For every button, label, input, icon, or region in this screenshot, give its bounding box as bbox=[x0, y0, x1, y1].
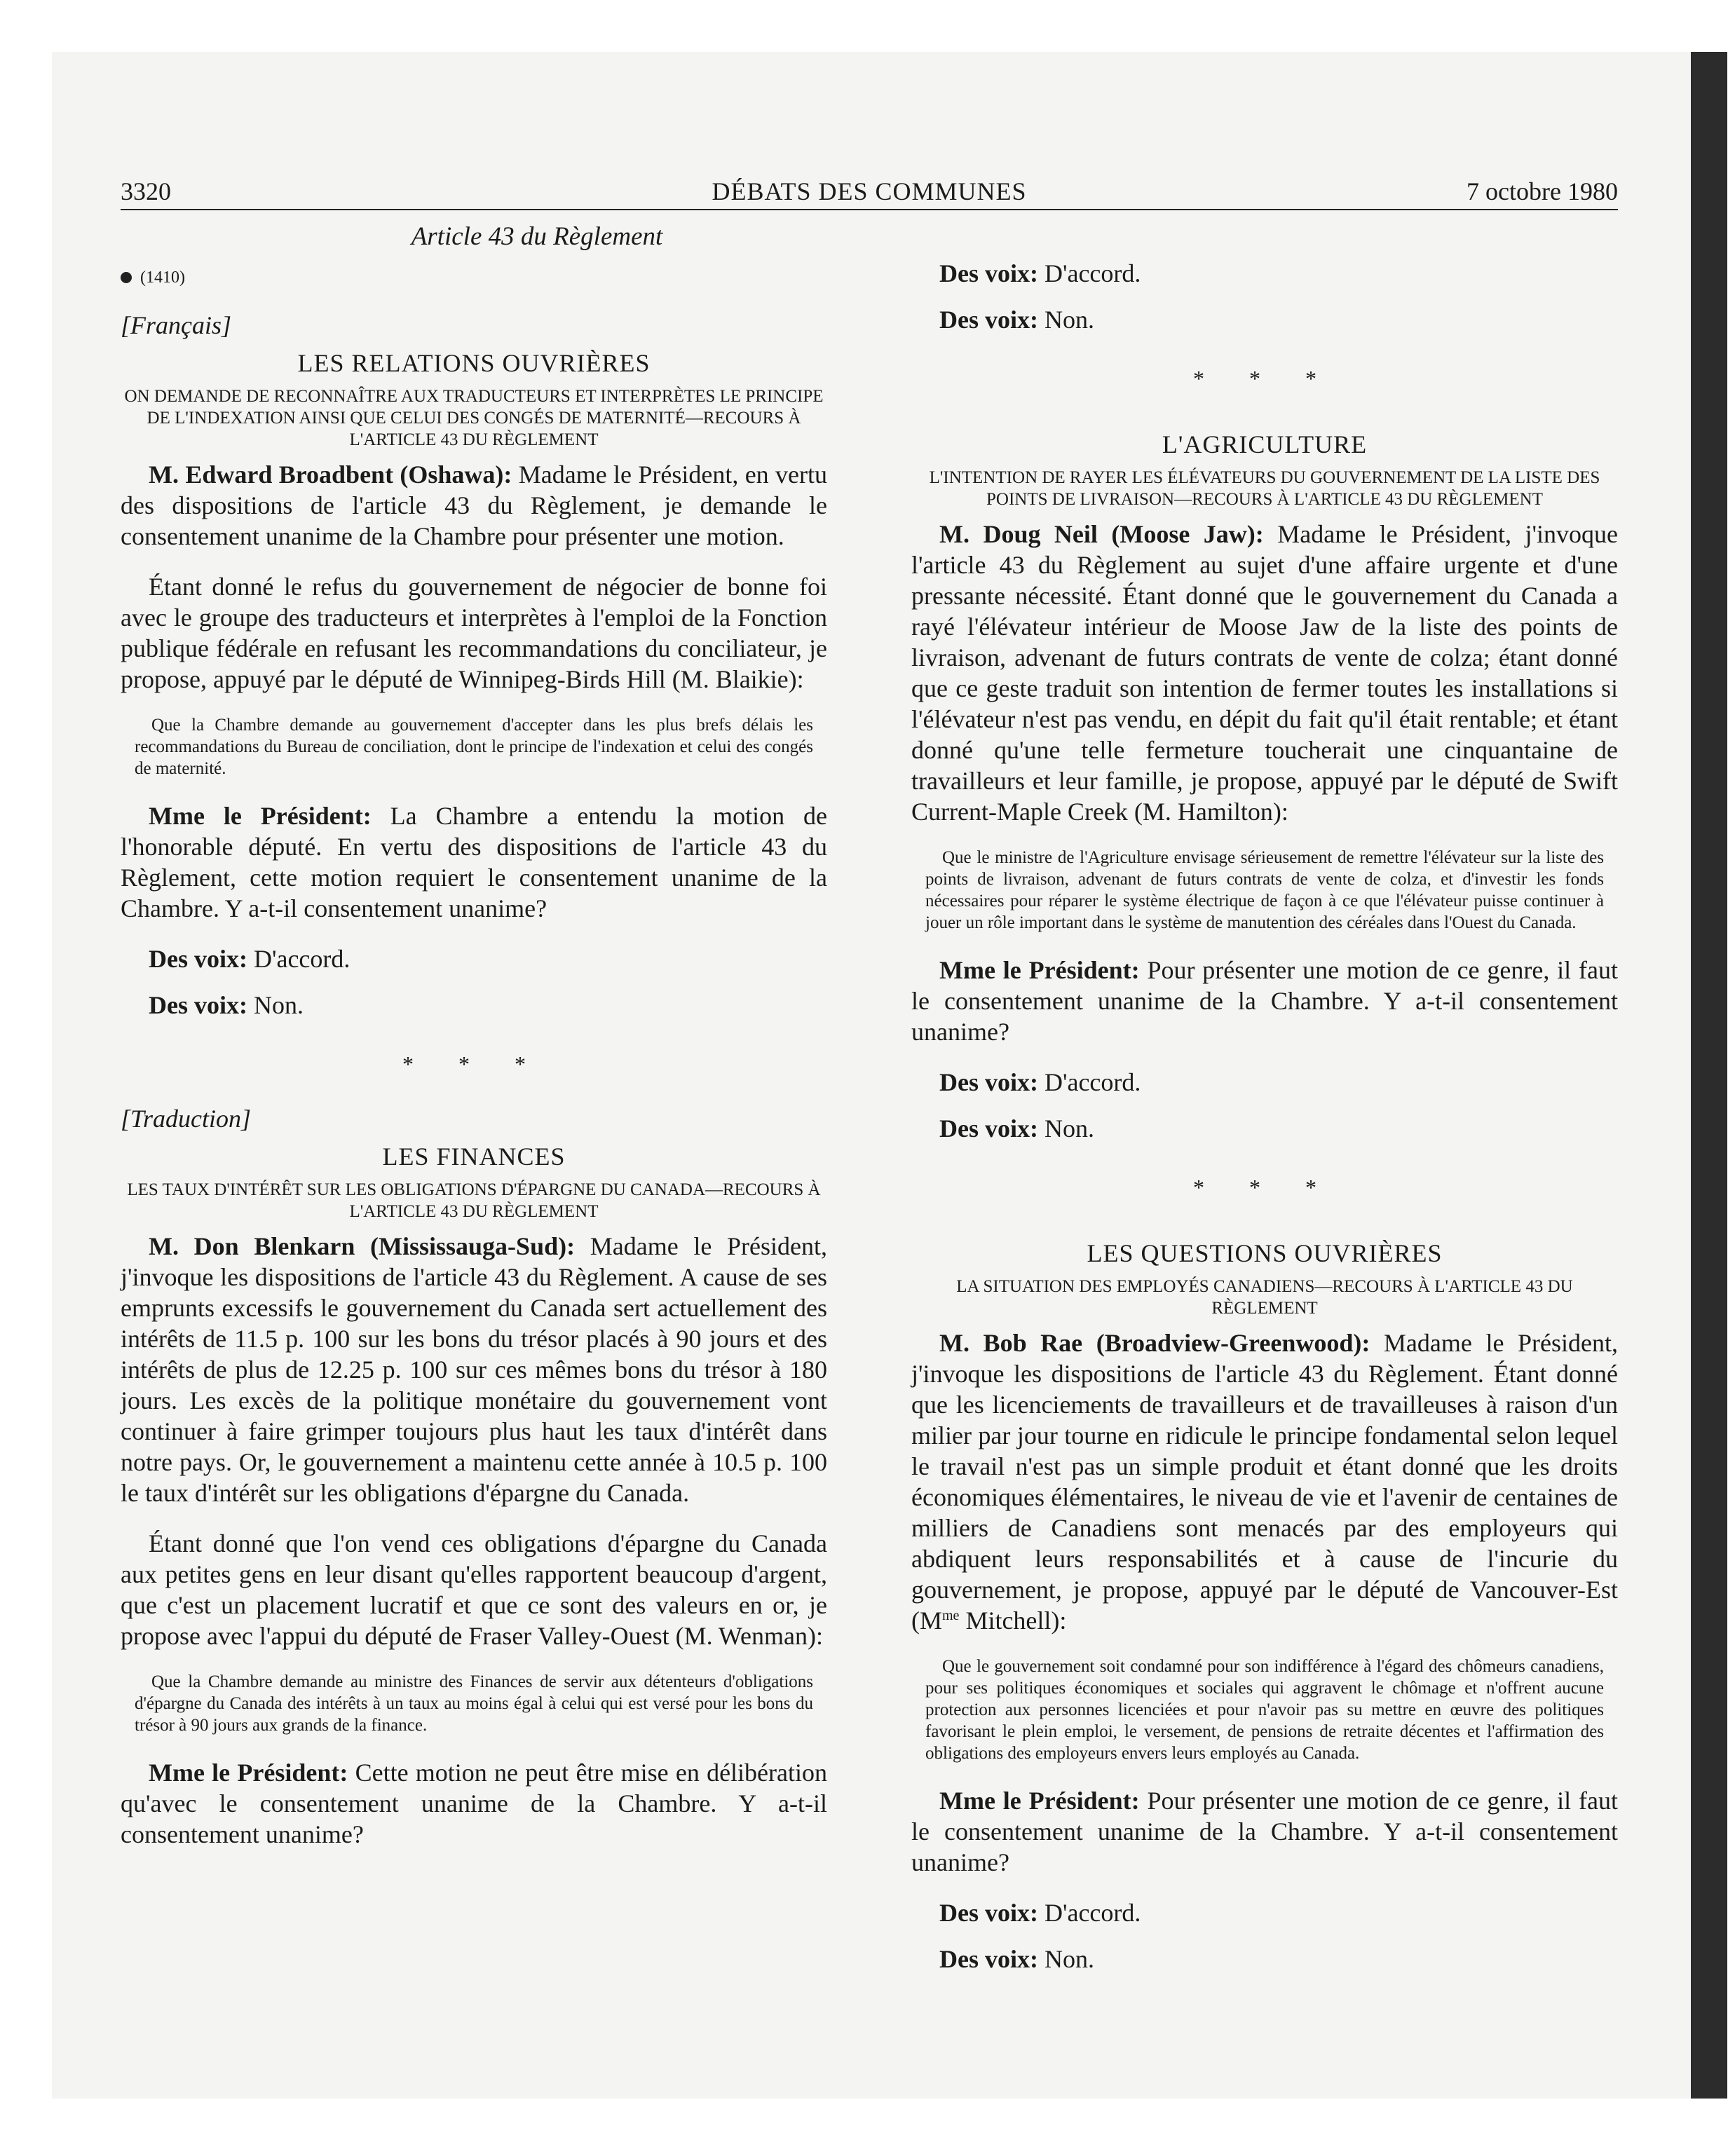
section-title: Article 43 du Règlement bbox=[411, 222, 663, 251]
speaker-name: Mme le Président: bbox=[149, 802, 372, 830]
speech-text: Madame le Président, j'invoque les dispositions de l'article 43 du Règlement. Étant donné que les licenciements de travailleurs et de travailleuses à raison d'un milier par jour tourne en ridicule le principe fondamental selon lequel le travail n'est pas un simple produit et étant donné que les droits économiques élémentaires, le niveau de vie et l'avenir de centaines de milliers de Canadiens sont menacés par des employeurs qui abdiquent leurs responsabilités et à cause de l'incurie du gouvernement, je propose, appuyé par le député de Vancouver-Est (M bbox=[911, 1329, 1618, 1635]
voices-line bbox=[911, 1944, 1618, 1974]
speaker-name: Des voix: bbox=[939, 1945, 1038, 1973]
voices-line bbox=[911, 258, 1618, 289]
speaker-name: Des voix: bbox=[939, 306, 1038, 334]
voices-line bbox=[121, 943, 827, 974]
speech-paragraph bbox=[911, 955, 1618, 1047]
page-number: 3320 bbox=[121, 177, 171, 205]
speech-text: Non. bbox=[1037, 306, 1094, 334]
publication-title: DÉBATS DES COMMUNES bbox=[712, 177, 1027, 205]
item-subheading: ON DEMANDE DE RECONNAÎTRE AUX TRADUCTEURS ET INTERPRÈTES LE PRINCIPE DE L'INDEXATION AINSI QUE CELUI DES CONGÉS DE MATERNITÉ—RECOURS À L'ARTICLE 43 DU RÈGLEMENT bbox=[124, 387, 824, 449]
header-rule bbox=[121, 209, 1618, 210]
speech-paragraph bbox=[121, 800, 827, 924]
right-column bbox=[911, 258, 1618, 1990]
item-heading: L'AGRICULTURE bbox=[1162, 430, 1368, 458]
time-marker bbox=[121, 262, 827, 293]
motion-text: Que la Chambre demande au gouvernement d'accepter dans les plus brefs délais les recommandations du Bureau de conciliation, dont le principe de l'indexation et celui des congés de maternité. bbox=[135, 716, 813, 778]
speech-paragraph bbox=[121, 1757, 827, 1850]
speech-text: Non. bbox=[1037, 1114, 1094, 1142]
speech-paragraph bbox=[911, 1785, 1618, 1878]
section-separator: * * * bbox=[1193, 366, 1336, 391]
speech-text: Madame le Président, j'invoque les dispositions de l'article 43 du Règlement. A cause de ses emprunts excessifs le gouvernement du Canada sert actuellement des intérêts de 11.5 p. 100 sur les bons du trésor placés à 90 jours et des intérêts de plus de 12.25 p. 100 sur ces mêmes bons du trésor à 180 jours. Les excès de la politique monétaire du gouvernement vont continuer à faire grimper toujours plus haut les taux d'intérêt dans notre pays. Or, le gouvernement a maintenu cette année à 10.5 p. 100 le taux d'intérêt sur les obligations d'épargne du Canada. bbox=[121, 1232, 827, 1507]
speaker-name: M. Edward Broadbent (Oshawa): bbox=[149, 460, 512, 489]
speech-text: D'accord. bbox=[1037, 1899, 1141, 1927]
speech-text: Mitchell): bbox=[959, 1606, 1067, 1635]
speaker-name: Mme le Président: bbox=[149, 1759, 348, 1787]
speech-paragraph bbox=[911, 519, 1618, 827]
speaker-name: Des voix: bbox=[939, 1068, 1038, 1096]
speaker-name: M. Doug Neil (Moose Jaw): bbox=[939, 520, 1264, 548]
time-marker-label: (1410) bbox=[140, 268, 185, 287]
motion-text: Que la Chambre demande au ministre des Finances de servir aux détenteurs d'obligations d'épargne du Canada des intérêts à un taux au moins égal à celui qui est versé pour les bons du trésor à 90 jours aux grands de la finance. bbox=[135, 1672, 813, 1735]
voices-line bbox=[911, 1113, 1618, 1144]
section-separator: * * * bbox=[402, 1051, 545, 1077]
voices-line bbox=[911, 1897, 1618, 1928]
speaker-name: Des voix: bbox=[149, 991, 247, 1019]
item-subheading: L'INTENTION DE RAYER LES ÉLÉVATEURS DU GOUVERNEMENT DE LA LISTE DES POINTS DE LIVRAISON—RECOURS À L'ARTICLE 43 DU RÈGLEMENT bbox=[929, 468, 1600, 509]
left-column bbox=[121, 221, 827, 1869]
speaker-name: Des voix: bbox=[939, 1899, 1038, 1927]
speech-paragraph bbox=[911, 1328, 1618, 1636]
speech-text: D'accord. bbox=[1037, 259, 1141, 287]
speech-paragraph bbox=[121, 1231, 827, 1508]
speaker-name: Des voix: bbox=[939, 259, 1038, 287]
speech-paragraph: Étant donné que l'on vend ces obligations d'épargne du Canada aux petites gens en leur disant qu'elles rapportent beaucoup d'argent, que c'est un placement lucratif et que ce sont des valeurs en or, je propose avec l'appui du député de Fraser Valley-Ouest (M. Wenman): bbox=[121, 1529, 827, 1650]
speech-paragraph bbox=[121, 459, 827, 552]
speech-text: Cette motion ne peut être mise en délibération qu'avec le consentement unanime de la Chambre. Y a-t-il consentement unanime? bbox=[121, 1759, 827, 1848]
speaker-name: Mme le Président: bbox=[939, 1787, 1140, 1815]
speech-text: D'accord. bbox=[1037, 1068, 1141, 1096]
speaker-name: Mme le Président: bbox=[939, 956, 1140, 984]
speech-text: Madame le Président, en vertu des dispositions de l'article 43 du Règlement, je demande le consentement unanime de la Chambre pour présenter une motion. bbox=[121, 460, 827, 550]
voices-line bbox=[911, 304, 1618, 335]
scan-edge-shadow bbox=[1691, 52, 1727, 2099]
speaker-name: Des voix: bbox=[939, 1114, 1038, 1142]
section-separator: * * * bbox=[1193, 1175, 1336, 1200]
running-header bbox=[121, 171, 1618, 213]
speech-text: Madame le Président, j'invoque l'article 43 du Règlement au sujet d'une affaire urgente et d'une pressante nécessité. Étant donné que le gouvernement du Canada a rayé l'élévateur intérieur de Moose Jaw de la liste des points de livraison, advenant de futurs contrats de vente de colza; étant donné que ce geste traduit son intention de fermer toutes les installations si l'élévateur n'est pas vendu, en dépit du fait qu'il était rentable; et étant donné qu'une telle fermeture toucherait une cinquantaine de travailleurs et leur famille, je propose, appuyé par le député de Swift Current-Maple Creek (M. Hamilton): bbox=[911, 520, 1618, 826]
speech-text: Non. bbox=[1037, 1945, 1094, 1973]
motion-text: Que le gouvernement soit condamné pour son indifférence à l'égard des chômeurs canadiens, pour ses politiques économiques et sociales qui aggravent le chômage et n'offrent aucune protection aux personnes licenciées et pour n'avoir pas su mettre en œuvre des politiques favorisant le plein emploi, le versement, de pensions de retraite décentes et l'affirmation des obligations des employeurs envers leurs employés au Canada. bbox=[925, 1657, 1604, 1763]
superscript: me bbox=[942, 1608, 960, 1623]
speech-paragraph: Étant donné le refus du gouvernement de négocier de bonne foi avec le groupe des traducteurs et interprètes à l'emploi de la Fonction publique fédérale en refusant les recommandations du conciliateur, je propose, appuyé par le député de Winnipeg-Birds Hill (M. Blaikie): bbox=[121, 573, 827, 693]
language-tag: [Français] bbox=[121, 311, 232, 339]
item-heading: LES RELATIONS OUVRIÈRES bbox=[297, 349, 651, 377]
publication-date: 7 octobre 1980 bbox=[1467, 177, 1618, 205]
voices-line bbox=[911, 1067, 1618, 1098]
speech-text: Pour présenter une motion de ce genre, il faut le consentement unanime de la Chambre. Y a-t-il consentement unanime? bbox=[911, 1787, 1618, 1876]
motion-text: Que le ministre de l'Agriculture envisage sérieusement de remettre l'élévateur sur la liste des points de livraison, advenant de futurs contrats de vente de colza, et d'investir les fonds nécessaires pour réparer le système électrique de façon à ce que l'élévateur puisse continuer à jouer un rôle important dans le système de manutention des céréales dans l'Ouest du Canada. bbox=[925, 848, 1604, 932]
item-subheading: LA SITUATION DES EMPLOYÉS CANADIENS—RECOURS À L'ARTICLE 43 DU RÈGLEMENT bbox=[956, 1277, 1573, 1318]
speech-text: La Chambre a entendu la motion de l'honorable député. En vertu des dispositions de l'article 43 du Règlement, cette motion requiert le consentement unanime de la Chambre. Y a-t-il consentement unanime? bbox=[121, 802, 827, 922]
speech-text: D'accord. bbox=[247, 945, 351, 973]
item-heading: LES FINANCES bbox=[382, 1142, 566, 1171]
item-heading: LES QUESTIONS OUVRIÈRES bbox=[1087, 1239, 1443, 1267]
speech-text: Pour présenter une motion de ce genre, il faut le consentement unanime de la Chambre. Y a-t-il consentement unanime? bbox=[911, 956, 1618, 1046]
bullet-icon bbox=[121, 272, 132, 283]
item-subheading: LES TAUX D'INTÉRÊT SUR LES OBLIGATIONS D'ÉPARGNE DU CANADA—RECOURS À L'ARTICLE 43 DU RÈGLEMENT bbox=[127, 1180, 821, 1221]
voices-line bbox=[121, 990, 827, 1021]
document-page bbox=[121, 165, 1618, 2100]
language-tag: [Traduction] bbox=[121, 1105, 252, 1133]
speaker-name: Des voix: bbox=[149, 945, 247, 973]
speaker-name: M. Bob Rae (Broadview-Greenwood): bbox=[939, 1329, 1370, 1357]
speaker-name: M. Don Blenkarn (Mississauga-Sud): bbox=[149, 1232, 576, 1260]
speech-text: Non. bbox=[247, 991, 304, 1019]
